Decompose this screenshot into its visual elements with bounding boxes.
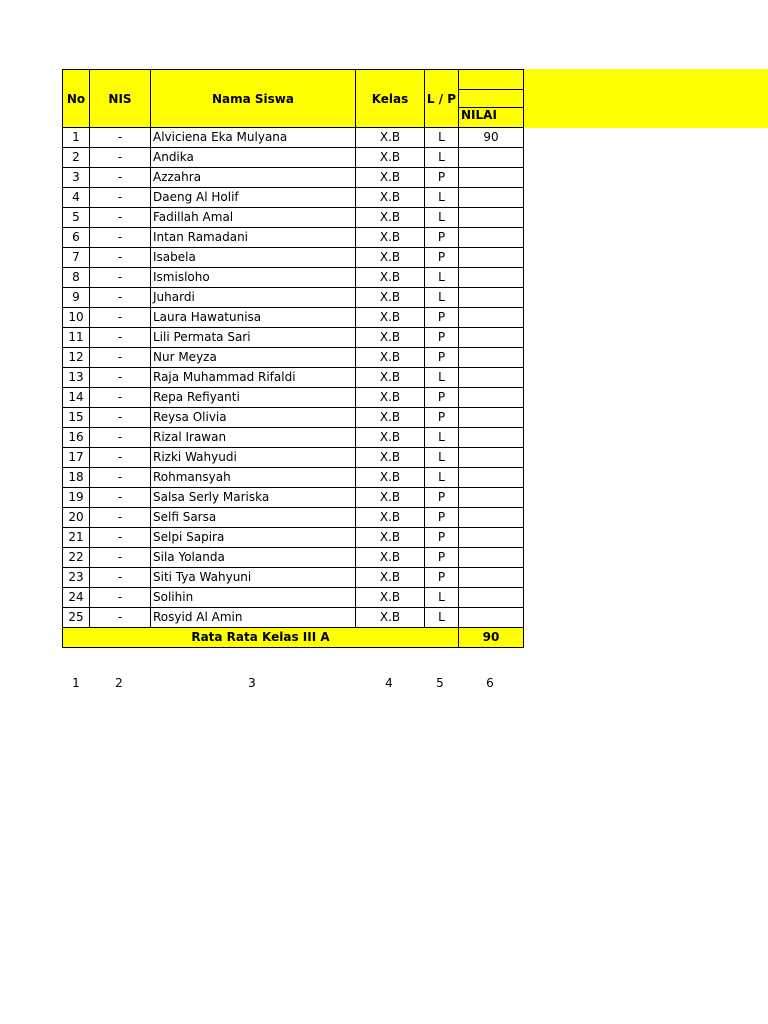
- cell-kelas[interactable]: X.B: [356, 408, 425, 428]
- header-nama-siswa[interactable]: Nama Siswa: [151, 70, 356, 128]
- cell-nis[interactable]: -: [90, 328, 151, 348]
- cell-nis[interactable]: -: [90, 348, 151, 368]
- cell-nis[interactable]: -: [90, 468, 151, 488]
- cell-nilai[interactable]: [459, 248, 524, 268]
- average-value[interactable]: 90: [459, 628, 524, 648]
- cell-lp[interactable]: L: [425, 428, 459, 448]
- header-nilai-group[interactable]: [459, 70, 524, 128]
- cell-nama-siswa[interactable]: Intan Ramadani: [151, 228, 356, 248]
- cell-no[interactable]: 22: [63, 548, 90, 568]
- cell-nama-siswa[interactable]: Selfi Sarsa: [151, 508, 356, 528]
- header-kelas[interactable]: Kelas: [356, 70, 425, 128]
- cell-nis[interactable]: -: [90, 428, 151, 448]
- table-row: [63, 328, 524, 348]
- cell-no[interactable]: 6: [63, 228, 90, 248]
- cell-nis[interactable]: -: [90, 248, 151, 268]
- table-row: [63, 288, 524, 308]
- cell-no[interactable]: 4: [63, 188, 90, 208]
- cell-nama-siswa[interactable]: Juhardi: [151, 288, 356, 308]
- column-number: 4: [385, 676, 393, 690]
- cell-kelas[interactable]: X.B: [356, 428, 425, 448]
- cell-nis[interactable]: -: [90, 508, 151, 528]
- cell-nis[interactable]: -: [90, 208, 151, 228]
- cell-nama-siswa[interactable]: Nur Meyza: [151, 348, 356, 368]
- cell-nama-siswa[interactable]: Fadillah Amal: [151, 208, 356, 228]
- cell-nis[interactable]: -: [90, 148, 151, 168]
- cell-kelas[interactable]: X.B: [356, 228, 425, 248]
- student-grade-table: [62, 69, 524, 648]
- table-row: [63, 528, 524, 548]
- cell-nis[interactable]: -: [90, 568, 151, 588]
- cell-no[interactable]: 9: [63, 288, 90, 308]
- cell-kelas[interactable]: X.B: [356, 548, 425, 568]
- cell-lp[interactable]: P: [425, 388, 459, 408]
- cell-nilai[interactable]: [459, 588, 524, 608]
- cell-no[interactable]: 1: [63, 128, 90, 148]
- cell-kelas[interactable]: X.B: [356, 328, 425, 348]
- cell-nilai[interactable]: [459, 168, 524, 188]
- column-number: 6: [486, 676, 494, 690]
- cell-nilai[interactable]: [459, 528, 524, 548]
- table-row: [63, 508, 524, 528]
- cell-lp[interactable]: L: [425, 448, 459, 468]
- cell-lp[interactable]: P: [425, 488, 459, 508]
- header-nilai-blank-1: [459, 70, 523, 90]
- average-row: [63, 628, 524, 648]
- table-row: [63, 148, 524, 168]
- table-row: [63, 228, 524, 248]
- cell-no[interactable]: 14: [63, 388, 90, 408]
- table-row: [63, 428, 524, 448]
- cell-no[interactable]: 19: [63, 488, 90, 508]
- cell-nama-siswa[interactable]: Rizki Wahyudi: [151, 448, 356, 468]
- cell-nis[interactable]: -: [90, 368, 151, 388]
- cell-lp[interactable]: P: [425, 308, 459, 328]
- cell-kelas[interactable]: X.B: [356, 288, 425, 308]
- cell-nama-siswa[interactable]: Azzahra: [151, 168, 356, 188]
- table-row: [63, 348, 524, 368]
- cell-no[interactable]: 11: [63, 328, 90, 348]
- cell-nilai[interactable]: [459, 228, 524, 248]
- cell-no[interactable]: 13: [63, 368, 90, 388]
- cell-no[interactable]: 25: [63, 608, 90, 628]
- cell-no[interactable]: 17: [63, 448, 90, 468]
- header-lp[interactable]: L / P: [425, 70, 459, 128]
- column-number: 1: [72, 676, 80, 690]
- cell-nama-siswa[interactable]: Isabela: [151, 248, 356, 268]
- cell-nis[interactable]: -: [90, 608, 151, 628]
- cell-nama-siswa[interactable]: Daeng Al Holif: [151, 188, 356, 208]
- cell-nilai[interactable]: [459, 148, 524, 168]
- cell-no[interactable]: 20: [63, 508, 90, 528]
- cell-no[interactable]: 3: [63, 168, 90, 188]
- cell-lp[interactable]: L: [425, 588, 459, 608]
- cell-lp[interactable]: P: [425, 408, 459, 428]
- cell-kelas[interactable]: X.B: [356, 128, 425, 148]
- cell-lp[interactable]: P: [425, 528, 459, 548]
- cell-lp[interactable]: L: [425, 288, 459, 308]
- table-row: [63, 248, 524, 268]
- cell-no[interactable]: 2: [63, 148, 90, 168]
- cell-nama-siswa[interactable]: Reysa Olivia: [151, 408, 356, 428]
- cell-lp[interactable]: L: [425, 468, 459, 488]
- cell-nilai[interactable]: [459, 408, 524, 428]
- table-row: [63, 368, 524, 388]
- cell-nilai[interactable]: [459, 268, 524, 288]
- cell-kelas[interactable]: X.B: [356, 308, 425, 328]
- cell-nama-siswa[interactable]: Selpi Sapira: [151, 528, 356, 548]
- cell-nama-siswa[interactable]: Alviciena Eka Mulyana: [151, 128, 356, 148]
- cell-no[interactable]: 18: [63, 468, 90, 488]
- cell-lp[interactable]: L: [425, 608, 459, 628]
- cell-no[interactable]: 21: [63, 528, 90, 548]
- cell-nilai[interactable]: [459, 508, 524, 528]
- cell-lp[interactable]: L: [425, 148, 459, 168]
- cell-kelas[interactable]: X.B: [356, 248, 425, 268]
- header-row: [63, 70, 524, 128]
- cell-lp[interactable]: P: [425, 228, 459, 248]
- cell-lp[interactable]: L: [425, 188, 459, 208]
- table-row: [63, 568, 524, 588]
- table-row: [63, 588, 524, 608]
- cell-kelas[interactable]: X.B: [356, 448, 425, 468]
- cell-nama-siswa[interactable]: Lili Permata Sari: [151, 328, 356, 348]
- table-row: [63, 168, 524, 188]
- cell-nilai[interactable]: [459, 348, 524, 368]
- cell-nilai[interactable]: 90: [459, 128, 524, 148]
- cell-nilai[interactable]: [459, 328, 524, 348]
- table-row: [63, 188, 524, 208]
- cell-nama-siswa[interactable]: Raja Muhammad Rifaldi: [151, 368, 356, 388]
- cell-no[interactable]: 7: [63, 248, 90, 268]
- cell-nilai[interactable]: [459, 208, 524, 228]
- cell-kelas[interactable]: X.B: [356, 568, 425, 588]
- cell-nilai[interactable]: [459, 368, 524, 388]
- cell-lp[interactable]: P: [425, 568, 459, 588]
- cell-kelas[interactable]: X.B: [356, 508, 425, 528]
- column-number: 5: [436, 676, 444, 690]
- cell-no[interactable]: 8: [63, 268, 90, 288]
- cell-nilai[interactable]: [459, 568, 524, 588]
- table-row: [63, 608, 524, 628]
- cell-kelas[interactable]: X.B: [356, 488, 425, 508]
- cell-nilai[interactable]: [459, 608, 524, 628]
- cell-nilai[interactable]: [459, 308, 524, 328]
- cell-nis[interactable]: -: [90, 188, 151, 208]
- cell-nis[interactable]: -: [90, 388, 151, 408]
- cell-no[interactable]: 15: [63, 408, 90, 428]
- table-row: [63, 468, 524, 488]
- table-row: [63, 308, 524, 328]
- cell-lp[interactable]: P: [425, 248, 459, 268]
- column-number: 2: [115, 676, 123, 690]
- table-body: [63, 128, 524, 628]
- cell-kelas[interactable]: X.B: [356, 348, 425, 368]
- cell-no[interactable]: 5: [63, 208, 90, 228]
- cell-kelas[interactable]: X.B: [356, 368, 425, 388]
- header-nilai-blank-2: [459, 90, 523, 108]
- table-row: [63, 448, 524, 468]
- table-row: [63, 268, 524, 288]
- average-label[interactable]: Rata Rata Kelas III A: [63, 628, 459, 648]
- cell-nama-siswa[interactable]: Solihin: [151, 588, 356, 608]
- cell-lp[interactable]: P: [425, 328, 459, 348]
- cell-kelas[interactable]: X.B: [356, 268, 425, 288]
- cell-no[interactable]: 12: [63, 348, 90, 368]
- cell-nilai[interactable]: [459, 448, 524, 468]
- header-no[interactable]: No: [63, 70, 90, 128]
- cell-kelas[interactable]: X.B: [356, 588, 425, 608]
- header-nis[interactable]: NIS: [90, 70, 151, 128]
- cell-nilai[interactable]: [459, 428, 524, 448]
- cell-nis[interactable]: -: [90, 288, 151, 308]
- cell-nama-siswa[interactable]: Repa Refiyanti: [151, 388, 356, 408]
- cell-lp[interactable]: L: [425, 368, 459, 388]
- cell-nis[interactable]: -: [90, 128, 151, 148]
- cell-lp[interactable]: L: [425, 128, 459, 148]
- cell-nilai[interactable]: [459, 548, 524, 568]
- cell-nama-siswa[interactable]: Laura Hawatunisa: [151, 308, 356, 328]
- cell-nama-siswa[interactable]: Salsa Serly Mariska: [151, 488, 356, 508]
- table-row: [63, 488, 524, 508]
- cell-nis[interactable]: -: [90, 488, 151, 508]
- cell-no[interactable]: 16: [63, 428, 90, 448]
- cell-kelas[interactable]: X.B: [356, 388, 425, 408]
- cell-kelas[interactable]: X.B: [356, 188, 425, 208]
- cell-kelas[interactable]: X.B: [356, 608, 425, 628]
- cell-nis[interactable]: -: [90, 168, 151, 188]
- cell-lp[interactable]: L: [425, 208, 459, 228]
- cell-kelas[interactable]: X.B: [356, 168, 425, 188]
- cell-nilai[interactable]: [459, 488, 524, 508]
- cell-nis[interactable]: -: [90, 308, 151, 328]
- cell-nama-siswa[interactable]: Rizal Irawan: [151, 428, 356, 448]
- column-number: 3: [248, 676, 256, 690]
- cell-nilai[interactable]: [459, 188, 524, 208]
- cell-nis[interactable]: -: [90, 548, 151, 568]
- cell-lp[interactable]: L: [425, 268, 459, 288]
- cell-nama-siswa[interactable]: Rohmansyah: [151, 468, 356, 488]
- cell-nis[interactable]: -: [90, 268, 151, 288]
- cell-nilai[interactable]: [459, 288, 524, 308]
- cell-nama-siswa[interactable]: Siti Tya Wahyuni: [151, 568, 356, 588]
- cell-no[interactable]: 10: [63, 308, 90, 328]
- table-row: [63, 388, 524, 408]
- cell-no[interactable]: 23: [63, 568, 90, 588]
- cell-kelas[interactable]: X.B: [356, 208, 425, 228]
- cell-kelas[interactable]: X.B: [356, 528, 425, 548]
- cell-nis[interactable]: -: [90, 588, 151, 608]
- cell-nis[interactable]: -: [90, 228, 151, 248]
- cell-nis[interactable]: -: [90, 408, 151, 428]
- cell-nama-siswa[interactable]: Ismisloho: [151, 268, 356, 288]
- cell-nilai[interactable]: [459, 468, 524, 488]
- cell-lp[interactable]: P: [425, 548, 459, 568]
- cell-nama-siswa[interactable]: Sila Yolanda: [151, 548, 356, 568]
- cell-kelas[interactable]: X.B: [356, 468, 425, 488]
- cell-lp[interactable]: P: [425, 348, 459, 368]
- cell-nama-siswa[interactable]: Andika: [151, 148, 356, 168]
- cell-no[interactable]: 24: [63, 588, 90, 608]
- header-nilai: NILAI: [461, 108, 497, 122]
- cell-nama-siswa[interactable]: Rosyid Al Amin: [151, 608, 356, 628]
- table-row: [63, 548, 524, 568]
- cell-nis[interactable]: -: [90, 528, 151, 548]
- table-row: [63, 208, 524, 228]
- cell-nilai[interactable]: [459, 388, 524, 408]
- cell-lp[interactable]: P: [425, 508, 459, 528]
- table-row: [63, 128, 524, 148]
- cell-lp[interactable]: P: [425, 168, 459, 188]
- cell-kelas[interactable]: X.B: [356, 148, 425, 168]
- table-row: [63, 408, 524, 428]
- cell-nis[interactable]: -: [90, 448, 151, 468]
